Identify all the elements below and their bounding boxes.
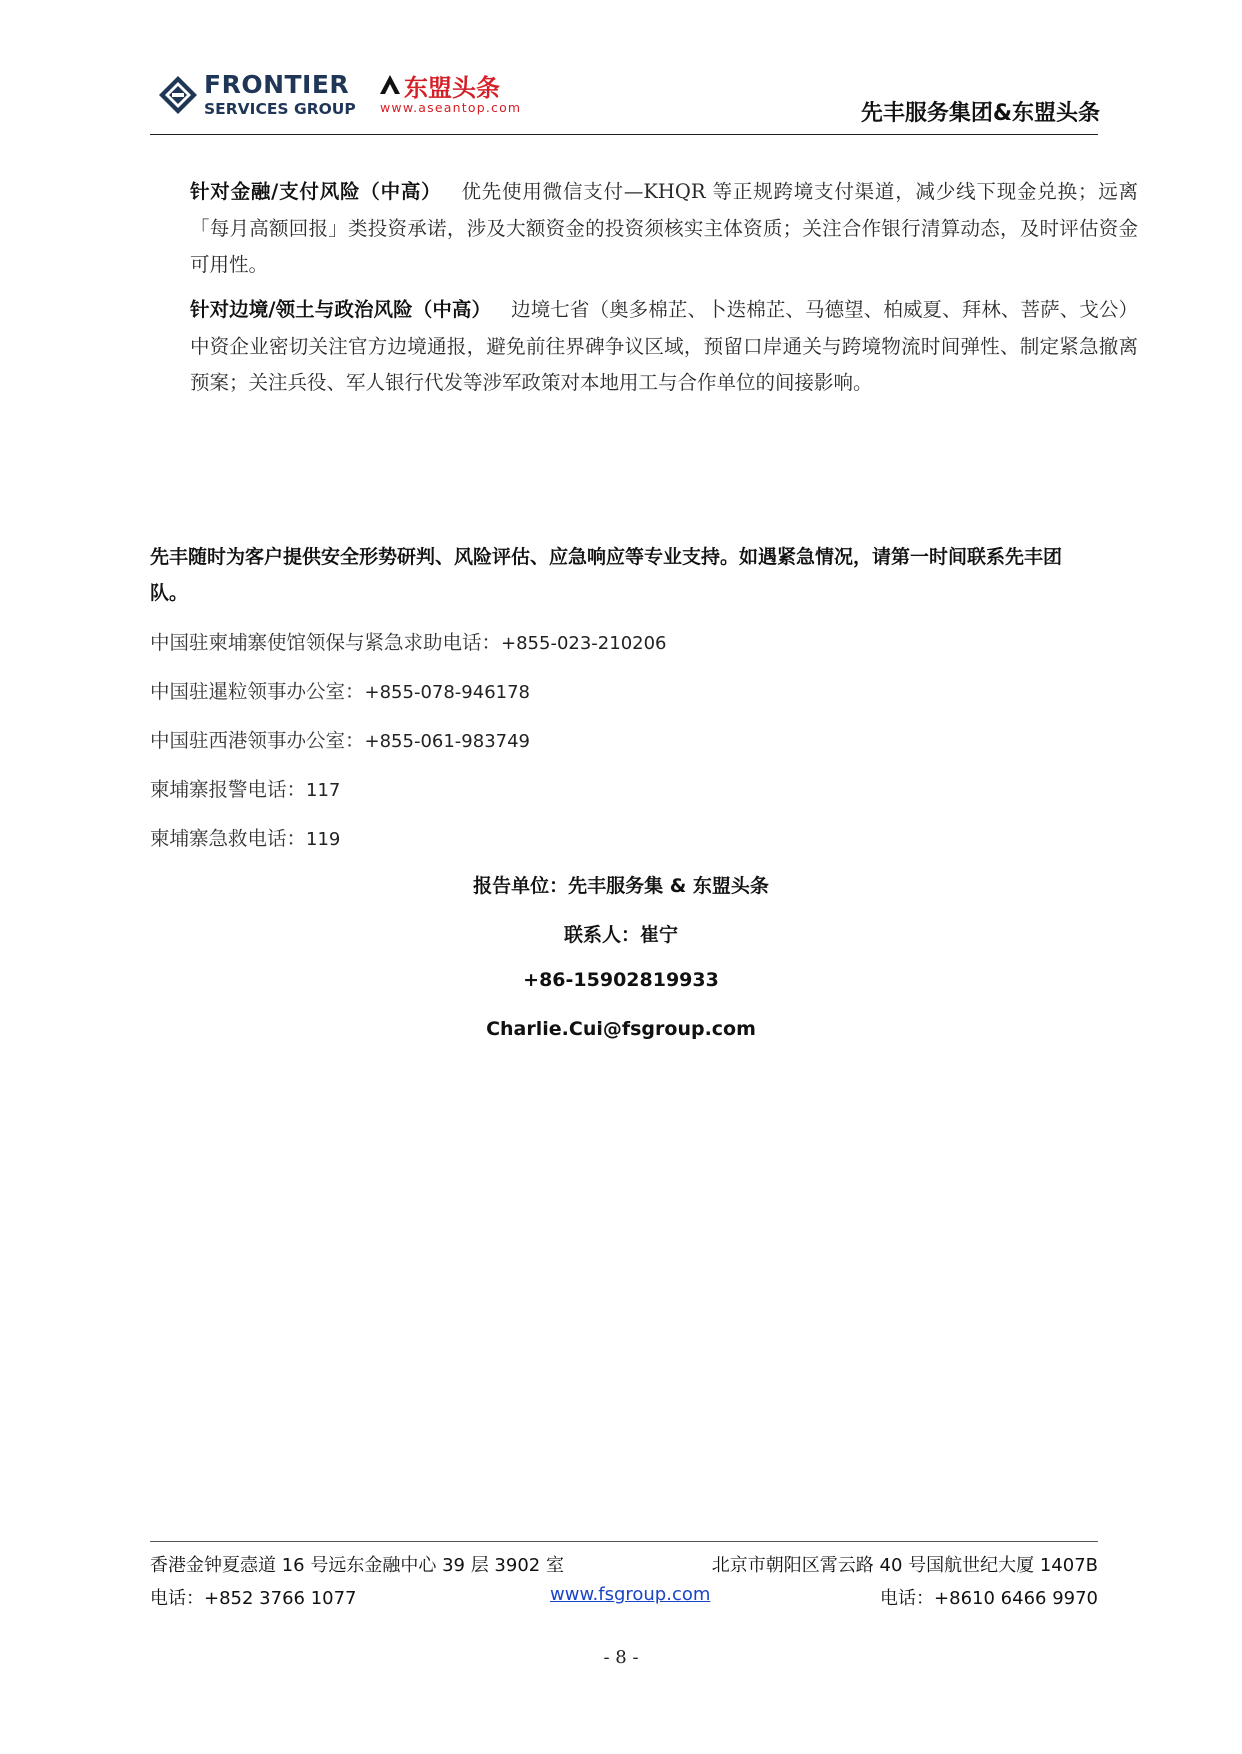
contact-number: 119	[306, 829, 341, 850]
frontier-logo-line1: FRONTIER	[204, 70, 350, 99]
contact-number: +855-023-210206	[501, 633, 667, 654]
border-risk-paragraph	[150, 292, 1138, 402]
finance-risk-heading: 针对金融/支付风险（中高）	[190, 180, 442, 203]
header-divider	[150, 134, 1098, 135]
border-risk-text: 边境七省（奥多棉芷、卜迭棉芷、马德望、柏威夏、拜林、菩萨、戈公）中资企业密切关注官方边境通报，避免前往界碑争议区域，预留口岸通关与跨境物流时间弹性、制定紧急撤离预案；关注兵役、军人银行代发等涉军政策对本地用工与合作单位的间接影响。	[190, 298, 1138, 394]
contact-line	[150, 774, 340, 802]
contact-line	[150, 725, 530, 753]
contact-label: 柬埔寨报警电话：	[150, 778, 307, 801]
footer-website-link[interactable]: www.fsgroup.com	[550, 1584, 711, 1605]
contact-label: 中国驻柬埔寨使馆领保与紧急求助电话：	[150, 631, 502, 654]
contact-line	[150, 676, 530, 704]
frontier-logo-line2: SERVICES GROUP	[204, 100, 356, 118]
dongmeng-mountain-icon	[378, 72, 402, 96]
dongmeng-logo-name: 东盟头条	[404, 74, 500, 102]
contact-number: +855-078-946178	[364, 682, 531, 703]
report-unit: 报告单位：先丰服务集 & 东盟头条	[473, 875, 769, 897]
footer-hk-address: 香港金钟夏悫道 16 号远东金融中心 39 层 3902 室	[150, 1555, 564, 1576]
page-number: - 8 -	[603, 1647, 639, 1668]
contact-line	[150, 627, 667, 655]
contact-number: 117	[306, 780, 341, 801]
contact-label: 中国驻西港领事办公室：	[150, 729, 365, 752]
report-contact-person: 联系人：崔宁	[563, 924, 678, 946]
finance-risk-text: 优先使用微信支付—KHQR 等正规跨境支付渠道，减少线下现金兑换；远离「每月高额回报」类投资承诺，涉及大额资金的投资须核实主体资质；关注合作银行清算动态，及时评估资金可用性。	[190, 180, 1138, 276]
finance-risk-paragraph	[150, 174, 1138, 284]
header-title: 先丰服务集团&东盟头条	[860, 101, 1100, 126]
footer-divider	[150, 1541, 1098, 1542]
report-email: Charlie.Cui@fsgroup.com	[486, 1018, 756, 1040]
frontier-emblem-icon	[158, 75, 198, 115]
contact-label: 中国驻暹粒领事办公室：	[150, 680, 365, 703]
contact-number: +855-061-983749	[364, 731, 531, 752]
footer-bj-phone: 电话：+8610 6466 9970	[880, 1588, 1098, 1609]
contact-line	[150, 823, 340, 851]
dongmeng-logo-url: www.aseantop.com	[380, 100, 522, 115]
border-risk-heading: 针对边境/领土与政治风险（中高）	[190, 298, 492, 321]
footer-bj-address: 北京市朝阳区霄云路 40 号国航世纪大厦 1407B	[711, 1555, 1098, 1576]
footer-hk-phone: 电话：+852 3766 1077	[150, 1588, 357, 1609]
contact-label: 柬埔寨急救电话：	[150, 827, 307, 850]
support-note: 先丰随时为客户提供安全形势研判、风险评估、应急响应等专业支持。如遇紧急情况，请第一时间联系先丰团队。	[150, 546, 1063, 604]
report-phone: +86-15902819933	[523, 969, 719, 991]
